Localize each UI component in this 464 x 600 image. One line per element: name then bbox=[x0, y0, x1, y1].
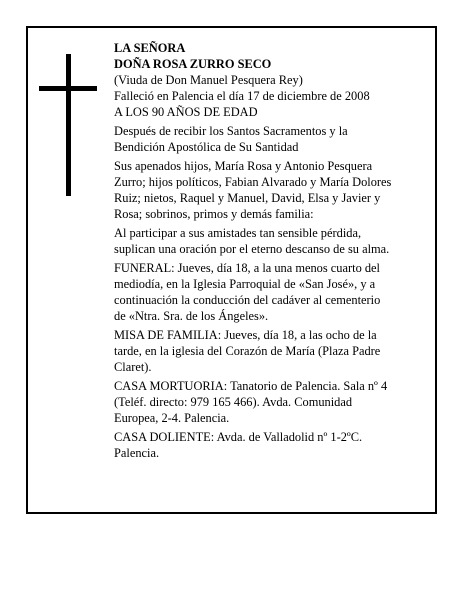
paragraph-funeral bbox=[114, 260, 406, 324]
text-line: tarde, en la iglesia del Corazón de María (Plaza Padre bbox=[114, 344, 381, 358]
text-line: Sus apenados hijos, María Rosa y Antonio Pesquera bbox=[114, 159, 373, 173]
title-line-1: LA SEÑORA bbox=[114, 41, 186, 55]
text-line: Palencia. bbox=[114, 446, 160, 460]
text-line: Claret). bbox=[114, 360, 152, 374]
death-date-line: Falleció en Palencia el día 17 de diciembre de 2008 bbox=[114, 89, 370, 103]
text-line: FUNERAL: Jueves, día 18, a la una menos cuarto del bbox=[114, 261, 380, 275]
paragraph-prayer bbox=[114, 225, 406, 257]
cross-icon bbox=[66, 54, 71, 196]
text-line: mediodía, en la Iglesia Parroquial de «San José», y a bbox=[114, 277, 376, 291]
obituary-text bbox=[114, 40, 406, 461]
text-line: Después de recibir los Santos Sacramentos y la bbox=[114, 124, 348, 138]
paragraph-mortuary bbox=[114, 378, 406, 426]
text-line: de «Ntra. Sra. de los Ángeles». bbox=[114, 309, 269, 323]
deceased-name: DOÑA ROSA ZURRO SECO bbox=[114, 57, 272, 71]
cross-icon-bar bbox=[39, 86, 97, 91]
text-line: MISA DE FAMILIA: Jueves, día 18, a las ocho de la bbox=[114, 328, 377, 342]
paragraph-sacraments bbox=[114, 123, 406, 155]
text-line: Europea, 2-4. Palencia. bbox=[114, 411, 230, 425]
text-line: CASA DOLIENTE: Avda. de Valladolid nº 1-2ºC. bbox=[114, 430, 363, 444]
paragraph-family bbox=[114, 158, 406, 222]
text-line: Al participar a sus amistades tan sensible pérdida, bbox=[114, 226, 362, 240]
text-line: Rosa; sobrinos, primos y demás familia: bbox=[114, 207, 314, 221]
paragraph-family-home bbox=[114, 429, 406, 461]
text-line: (Teléf. directo: 979 165 466). Avda. Comunidad bbox=[114, 395, 353, 409]
age-line: A LOS 90 AÑOS DE EDAD bbox=[114, 105, 258, 119]
text-line: Bendición Apostólica de Su Santidad bbox=[114, 140, 299, 154]
text-line: Zurro; hijos políticos, Fabian Alvarado y María Dolores bbox=[114, 175, 392, 189]
paragraph-family-mass bbox=[114, 327, 406, 375]
text-line: CASA MORTUORIA: Tanatorio de Palencia. Sala nº 4 bbox=[114, 379, 388, 393]
text-line: continuación la conducción del cadáver al cementerio bbox=[114, 293, 381, 307]
text-line: Ruiz; nietos, Raquel y Manuel, David, Elsa y Javier y bbox=[114, 191, 381, 205]
text-line: suplican una oración por el eterno descanso de su alma. bbox=[114, 242, 390, 256]
widow-line: (Viuda de Don Manuel Pesquera Rey) bbox=[114, 73, 303, 87]
